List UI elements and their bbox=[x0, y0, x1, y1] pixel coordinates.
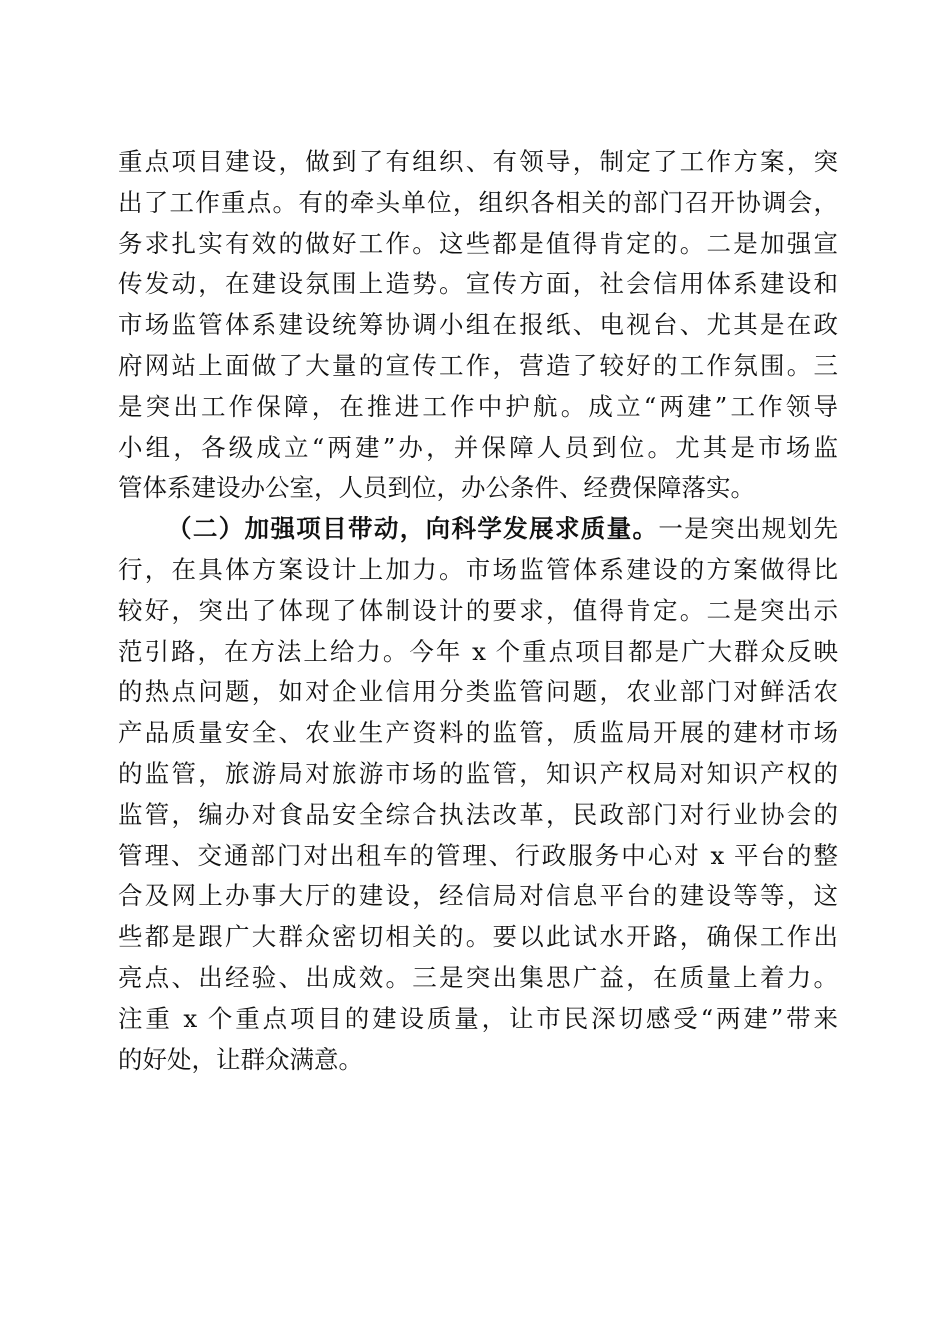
section-heading: （二）加强项目带动，向科学发展求质量。 bbox=[167, 514, 659, 544]
paragraph-line: 些都是跟广大群众密切相关的。要以此试水开路，确保工作出 bbox=[118, 922, 838, 952]
paragraph-line: 小组，各级成立“两建”办，并保障人员到位。尤其是市场监 bbox=[118, 432, 838, 462]
paragraph-line: 行，在具体方案设计上加力。市场监管体系建设的方案做得比 bbox=[118, 554, 838, 584]
paragraph-line: 市场监管体系建设统筹协调小组在报纸、电视台、尤其是在政 bbox=[118, 310, 838, 340]
paragraph-line: 的热点问题，如对企业信用分类监管问题，农业部门对鲜活农 bbox=[118, 677, 838, 707]
paragraph-line: 重点项目建设，做到了有组织、有领导，制定了工作方案，突 bbox=[118, 147, 838, 176]
paragraph-line: 的监管，旅游局对旅游市场的监管，知识产权局对知识产权的 bbox=[118, 758, 838, 788]
paragraph-line: 是突出工作保障，在推进工作中护航。成立“两建”工作领导 bbox=[118, 391, 838, 421]
paragraph-line: 较好，突出了体现了体制设计的要求，值得肯定。二是突出示 bbox=[118, 595, 838, 625]
paragraph-line: 传发动，在建设氛围上造势。宣传方面，社会信用体系建设和 bbox=[118, 269, 838, 299]
section-heading-line bbox=[118, 509, 838, 550]
paragraph-line: 府网站上面做了大量的宣传工作，营造了较好的工作氛围。三 bbox=[118, 350, 838, 380]
paragraph-line: 合及网上办事大厅的建设，经信局对信息平台的建设等等，这 bbox=[118, 881, 838, 911]
paragraph-line: 注重 x 个重点项目的建设质量，让市民深切感受“两建”带来 bbox=[118, 1003, 838, 1033]
paragraph-line: 范引路，在方法上给力。今年 x 个重点项目都是广大群众反映 bbox=[118, 636, 838, 666]
paragraph-line: 亮点、出经验、出成效。三是突出集思广益，在质量上着力。 bbox=[118, 962, 838, 992]
paragraph-line-rest: 一是突出规划先 bbox=[658, 514, 839, 544]
paragraph-line: 监管，编办对食品安全综合执法改革，民政部门对行业协会的 bbox=[118, 799, 838, 829]
paragraph-line: 务求扎实有效的做好工作。这些都是值得肯定的。二是加强宣 bbox=[118, 228, 838, 258]
paragraph-line: 管体系建设办公室，人员到位，办公条件、经费保障落实。 bbox=[118, 473, 755, 503]
paragraph-line: 管理、交通部门对出租车的管理、行政服务中心对 x 平台的整 bbox=[118, 840, 838, 870]
paragraph-line: 的好处，让群众满意。 bbox=[118, 1044, 363, 1074]
paragraph-line: 出了工作重点。有的牵头单位，组织各相关的部门召开协调会， bbox=[118, 187, 838, 217]
paragraph-line: 产品质量安全、农业生产资料的监管，质监局开展的建材市场 bbox=[118, 718, 838, 748]
body-text bbox=[118, 142, 838, 1080]
